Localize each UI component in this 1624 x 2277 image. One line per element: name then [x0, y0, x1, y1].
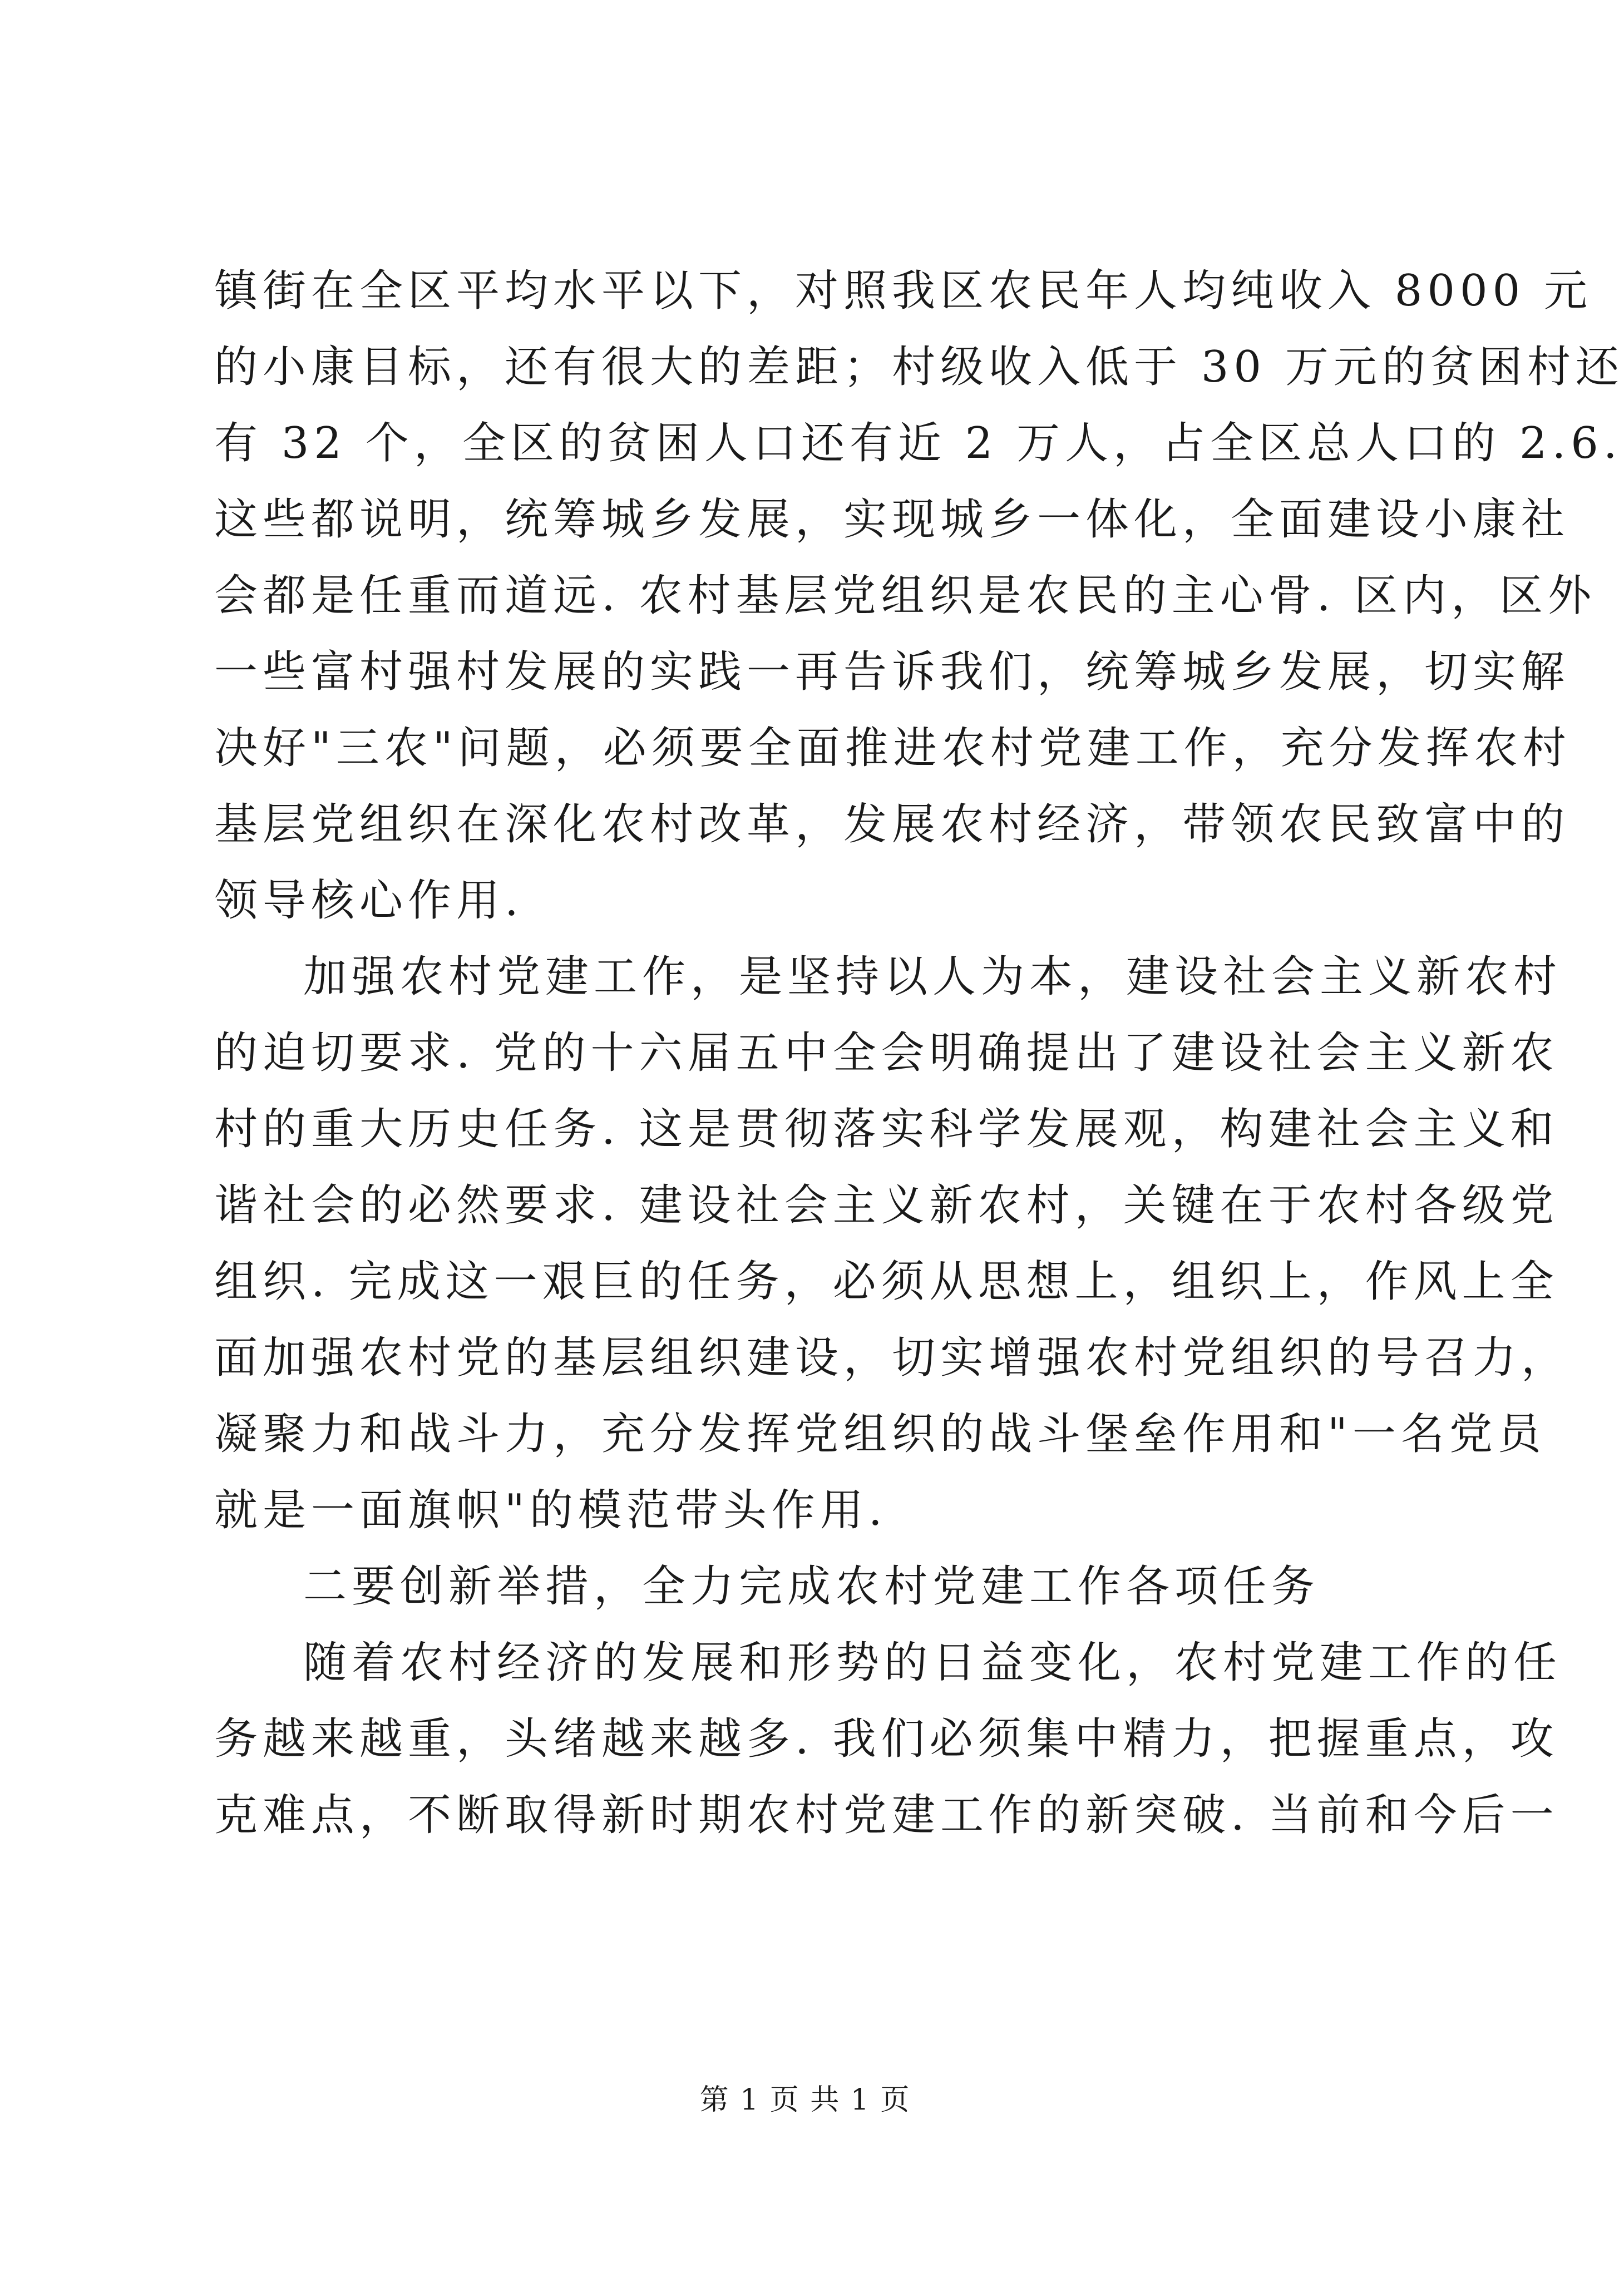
text-line: 克难点，不断取得新时期农村党建工作的新突破. 当前和今后一 — [214, 1790, 1559, 1840]
text-line: 村的重大历史任务. 这是贯彻落实科学发展观，构建社会主义和 — [214, 1104, 1559, 1154]
text-line: 这些都说明，统筹城乡发展，实现城乡一体化，全面建设小康社 — [214, 495, 1570, 545]
section-heading: 二要创新举措，全力完成农村党建工作各项任务 — [303, 1562, 1320, 1612]
text-line: 决好"三农"问题，必须要全面推进农村党建工作，充分发挥农村 — [214, 723, 1571, 773]
paragraph-first-line: 加强农村党建工作，是坚持以人为本，建设社会主义新农村 — [303, 952, 1562, 1002]
text-line: 谐社会的必然要求. 建设社会主义新农村，关键在于农村各级党 — [214, 1181, 1559, 1231]
text-line: 务越来越重，头绪越来越多. 我们必须集中精力，把握重点，攻 — [214, 1714, 1559, 1764]
document-body — [214, 253, 1624, 1854]
text-line: 镇街在全区平均水平以下，对照我区农民年人均纯收入 8000 元 — [214, 266, 1593, 316]
paragraph-first-line: 随着农村经济的发展和形势的日益变化，农村党建工作的任 — [303, 1638, 1562, 1688]
text-line: 会都是任重而道远. 农村基层党组织是农民的主心骨. 区内，区外 — [214, 571, 1597, 621]
text-line: 组织. 完成这一艰巨的任务，必须从思想上，组织上，作风上全 — [214, 1257, 1559, 1307]
text-line: 凝聚力和战斗力，充分发挥党组织的战斗堡垒作用和"一名党员 — [214, 1409, 1546, 1459]
text-line: 领导核心作用. — [214, 876, 524, 926]
text-line: 一些富村强村发展的实践一再告诉我们，统筹城乡发展，切实解 — [214, 647, 1570, 697]
text-line: 面加强农村党的基层组织建设，切实增强农村党组织的号召力， — [214, 1333, 1570, 1383]
text-line: 的小康目标，还有很大的差距；村级收入低于 30 万元的贫困村还 — [214, 342, 1624, 392]
text-line: 的迫切要求. 党的十六届五中全会明确提出了建设社会主义新农 — [214, 1028, 1559, 1078]
text-line: 就是一面旗帜"的模范带头作用. — [214, 1485, 887, 1535]
text-line: 有 32 个，全区的贫困人口还有近 2 万人，占全区总人口的 2.6. — [214, 418, 1622, 468]
page-number-footer: 第 1 页 共 1 页 — [699, 2083, 911, 2117]
text-line: 基层党组织在深化农村改革，发展农村经济，带领农民致富中的 — [214, 799, 1570, 849]
